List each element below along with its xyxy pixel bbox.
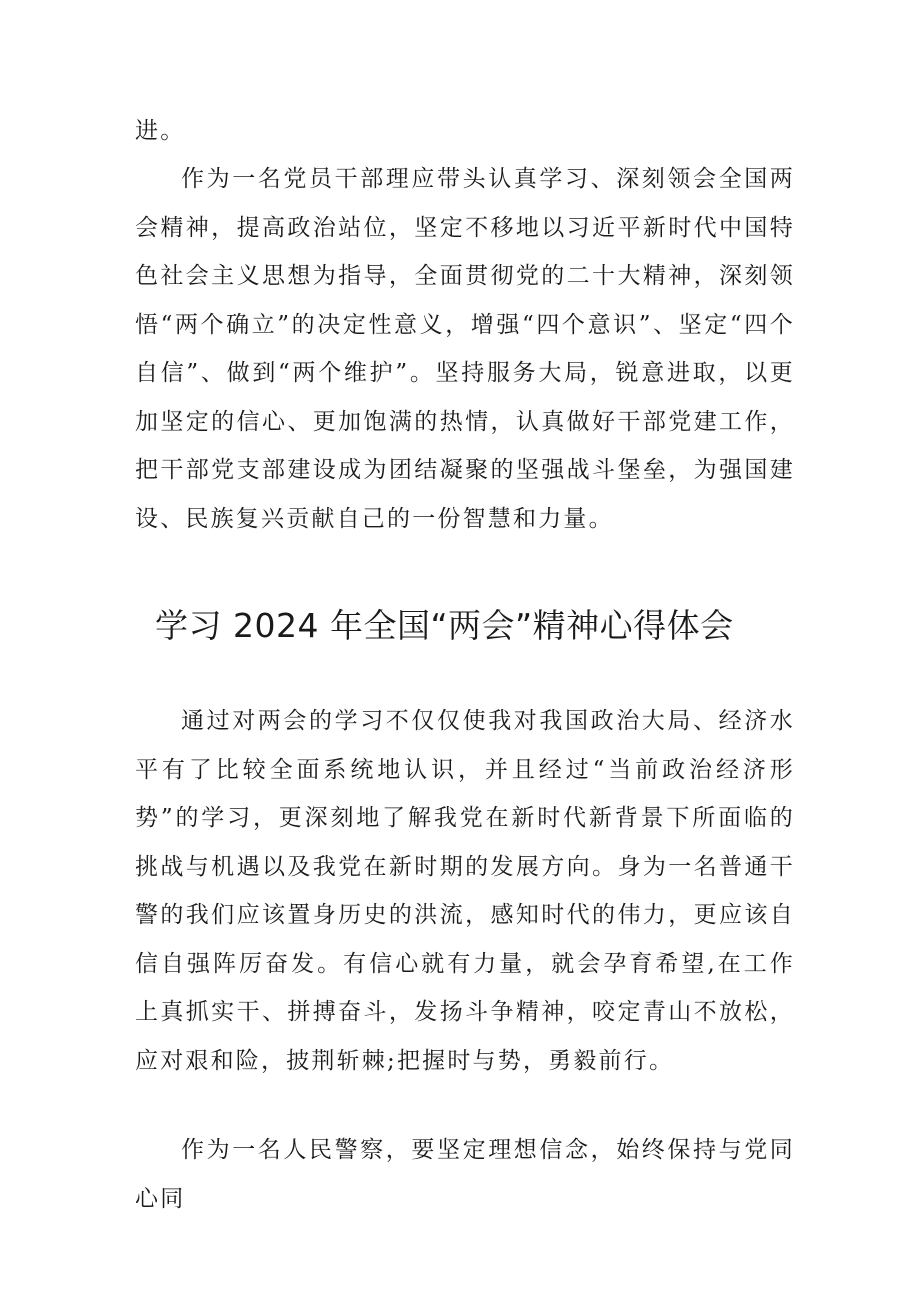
section-heading: 学习 2024 年全国“两会”精神心得体会 — [155, 606, 734, 645]
paragraph-continued: 进。 — [135, 118, 186, 144]
paragraph-police-officer: 作为一名人民警察，要坚定理想信念，始终保持与党同心同 — [135, 1137, 795, 1212]
paragraph-study-reflection: 通过对两会的学习不仅仅使我对我国政治大局、经济水平有了比较全面系统地认识，并且经过“当前政治经济形势”的学习，更深刻地了解我党在新时代新背景下所面临的挑战与机遇以及我党在新时期的发展方向。身为一名普通干警的我们应该置身历史的洪流，感知时代的伟力，更应该自信自强阵厉奋发。有信心就有力量，就会孕育希望,在工作上真抓实干、拼搏奋斗，发扬斗争精神，咬定青山不放松，应对艰和险，披荆斩棘;把握时与势，勇毅前行。 — [135, 708, 795, 1074]
paragraph-party-member-duty: 作为一名党员干部理应带头认真学习、深刻领会全国两会精神，提高政治站位，坚定不移地以习近平新时代中国特色社会主义思想为指导，全面贯彻党的二十大精神，深刻领悟“两个确立”的决定性意义，增强“四个意识”、坚定“四个自信”、做到“两个维护”。坚持服务大局，锐意进取，以更加坚定的信心、更加饱满的热情，认真做好干部党建工作，把干部党支部建设成为团结凝聚的坚强战斗堡垒，为强国建设、民族复兴贡献自己的一份智慧和力量。 — [135, 166, 795, 532]
